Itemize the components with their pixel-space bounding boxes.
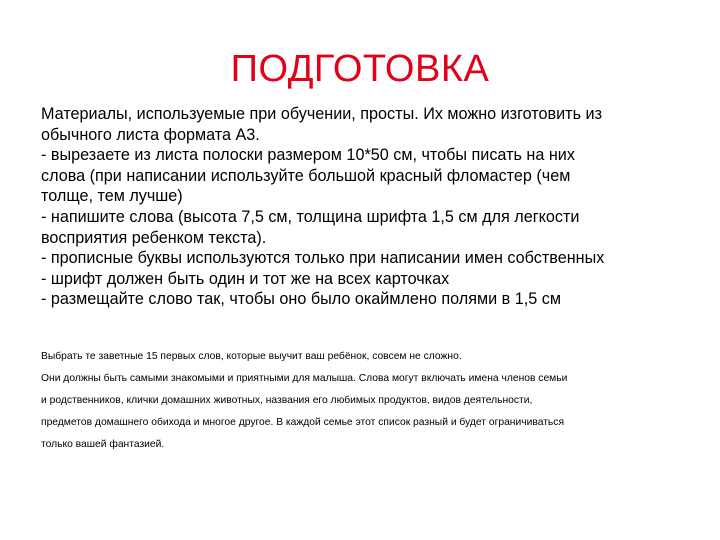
main-line: восприятия ребенком текста). [41,228,267,247]
main-line: Материалы, используемые при обучении, просты. Их можно изготовить из [41,105,602,123]
main-line: слова (при написании используйте большой красный фломастер (чем [41,166,571,185]
main-line: - размещайте слово так, чтобы оно было окаймлено полями в 1,5 см [41,290,561,309]
main-instructions [41,104,701,310]
note-line: предметов домашнего обихода и многое другое. В каждой семье этот список разный и будет ограничиваться [41,417,565,428]
main-line: обычного листа формата А3. [41,125,260,144]
note-line: только вашей фантазией. [41,439,165,450]
word-selection-note [41,346,701,456]
note-line: Они должны быть самыми знакомыми и приятными для малыша. Слова могут включать имена членов семьи [41,373,568,384]
main-line: - вырезаете из листа полоски размером 10*50 см, чтобы писать на них [41,146,575,165]
main-line: - прописные буквы используются только при написании имен собственных [41,249,605,268]
note-line: Выбрать те заветные 15 первых слов, которые выучит ваш ребёнок, совсем не сложно. [41,351,462,362]
main-line: - шрифт должен быть один и тот же на всех карточках [41,269,450,288]
main-line: - напишите слова (высота 7,5 см, толщина шрифта 1,5 см для легкости [41,207,580,226]
note-line: и родственников, клички домашних животных, названия его любимых продуктов, видов деятельности, [41,395,533,406]
slide-title: ПОДГОТОВКА [230,48,490,90]
main-line: толще, тем лучше) [41,187,183,206]
